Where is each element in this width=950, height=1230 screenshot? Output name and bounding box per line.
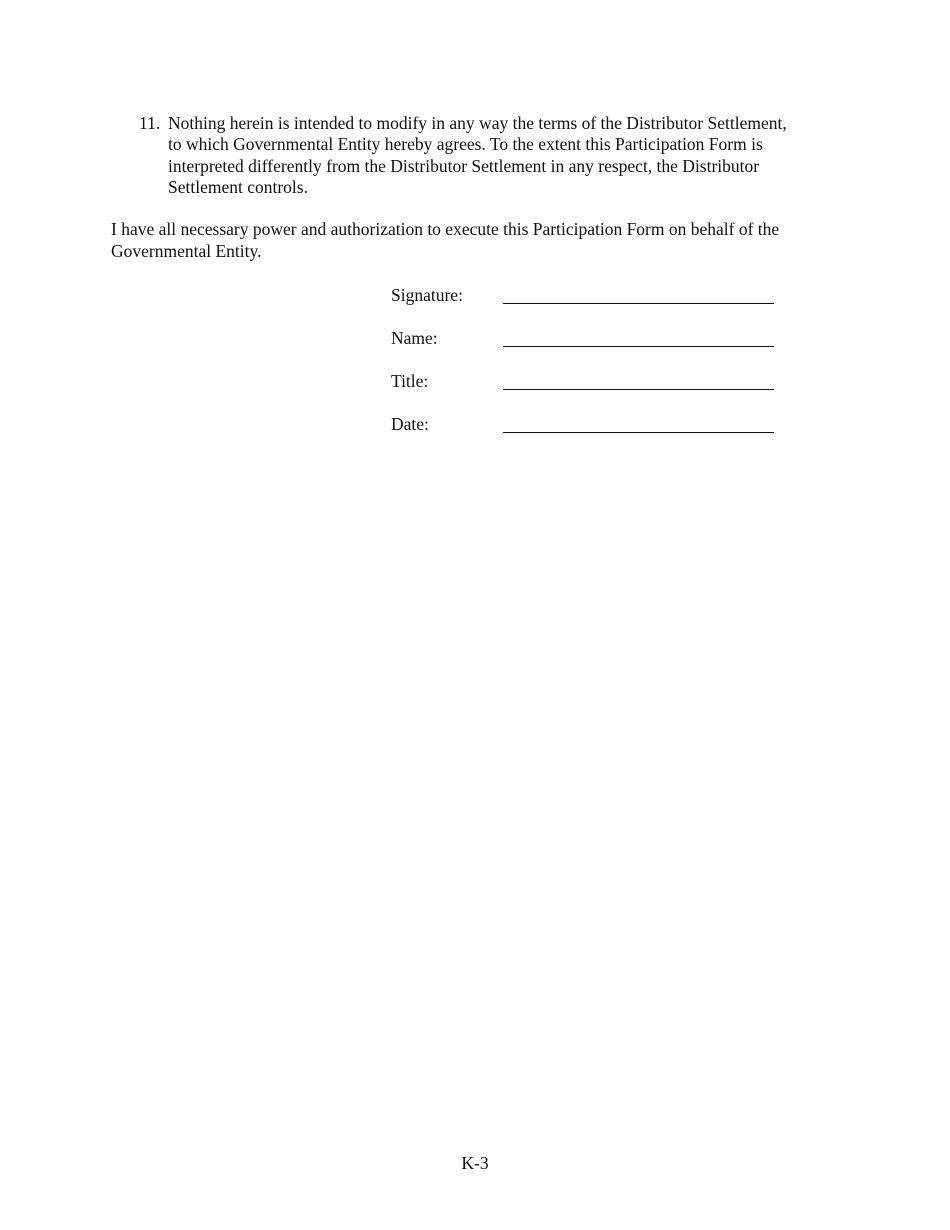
title-row: [391, 370, 791, 394]
name-field[interactable]: [503, 346, 774, 347]
paragraph-text: [168, 113, 838, 198]
date-field[interactable]: [503, 432, 774, 433]
paragraph-number: 11.: [139, 113, 161, 133]
authorization-line: I have all necessary power and authorization to execute this Participation Form on behalf of the: [111, 219, 780, 239]
paragraph-line: to which Governmental Entity hereby agrees. To the extent this Participation Form is: [168, 134, 763, 155]
page-number: K-3: [461, 1153, 489, 1173]
authorization-line: Governmental Entity.: [111, 240, 262, 261]
signature-label: Signature:: [391, 285, 463, 305]
authorization-statement: [111, 219, 851, 262]
paragraph-line: Settlement controls.: [168, 176, 308, 197]
title-field[interactable]: [503, 389, 774, 390]
date-label: Date:: [391, 414, 429, 434]
paragraph-line: interpreted differently from the Distributor Settlement in any respect, the Distributor: [168, 155, 760, 176]
title-label: Title:: [391, 371, 429, 391]
paragraph-line: Nothing herein is intended to modify in any way the terms of the Distributor Settlement,: [168, 113, 787, 133]
name-row: [391, 327, 791, 351]
date-row: [391, 413, 791, 437]
signature-field[interactable]: [503, 303, 774, 304]
name-label: Name:: [391, 328, 438, 348]
signature-row: [391, 284, 791, 308]
